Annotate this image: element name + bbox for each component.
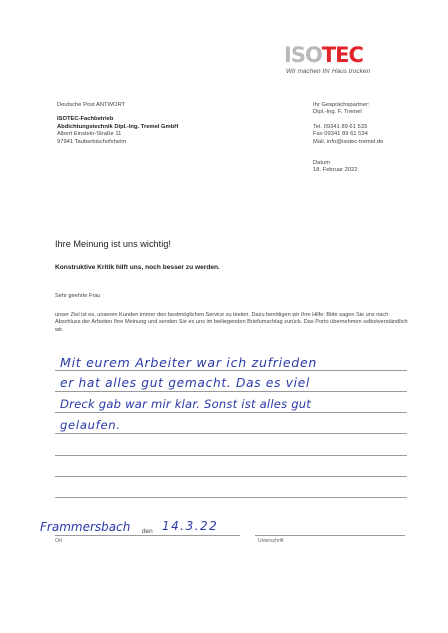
addressee-block	[57, 102, 178, 146]
logo-brand-right: TEC	[321, 43, 363, 67]
postal-service: Deutsche Post ANTWORT	[57, 102, 126, 108]
signature-label: Unterschrift	[258, 538, 284, 544]
writing-line	[55, 412, 407, 413]
writing-line	[55, 391, 407, 392]
addressee-line2: Abdichtungstechnik Dipl.-Ing. Tremel GmbH	[57, 123, 179, 130]
den-label: den	[142, 528, 153, 535]
handwritten-line-3: Dreck gab war mir klar. Sonst ist alles gut	[60, 397, 312, 411]
contact-fax: Fax 09341 89 61 534	[313, 131, 368, 138]
writing-line	[55, 433, 407, 434]
addressee-city: 97941 Tauberbischofsheim	[57, 138, 127, 145]
contact-mail: Mail. info@isotec-tremel.de	[313, 138, 384, 145]
letter-date: 18. Februar 2022	[313, 167, 358, 174]
handwritten-line-4: gelaufen.	[60, 418, 121, 432]
logo-slogan: Wir machen Ihr Haus trocken	[286, 68, 371, 75]
contact-name: Dipl.-Ing. F. Tremel	[313, 109, 362, 116]
writing-line	[55, 476, 407, 477]
addressee-street: Albert Einstein-Straße 11	[57, 131, 122, 138]
date-label: Datum	[313, 160, 331, 167]
writing-line	[55, 497, 407, 498]
writing-line	[55, 455, 407, 456]
contact-phone: Tel. 09341 89 61 533	[313, 123, 368, 130]
page-title: Ihre Meinung ist uns wichtig!	[55, 239, 171, 249]
addressee-line1: ISOTEC-Fachbetrieb	[57, 116, 114, 123]
subtitle: Konstruktive Kritik hilft uns, noch besser zu werden.	[55, 264, 220, 271]
contact-block	[313, 102, 383, 175]
logo-brand-left: ISO	[284, 43, 322, 67]
logo-wordmark	[284, 44, 363, 66]
contact-label: Ihr Gesprächspartner:	[313, 102, 370, 108]
intro-paragraph: unser Ziel ist es, unseren Kunden immer den bestmöglichen Service zu bieten. Dazu benötigen wir Ihre Hilfe: Bitte sagen Sie uns nach Abschluss der Arbeiten Ihre Meinung und senden Sie es uns im beiliegenden Briefumschlag zurück. Das Porto übernehmen selbstverständlich wir.	[55, 312, 408, 333]
writing-line	[55, 370, 407, 371]
handwritten-place: Frammersbach	[40, 520, 131, 534]
signature-line	[255, 535, 405, 536]
salutation: Sehr geehrte Frau	[55, 293, 101, 299]
handwritten-date: 14.3.22	[162, 519, 219, 533]
place-label: Ort	[55, 538, 62, 544]
handwritten-line-2: er hat alles gut gemacht. Das es viel	[60, 376, 311, 390]
isotec-logo	[284, 44, 404, 80]
handwritten-line-1: Mit eurem Arbeiter war ich zufrieden	[60, 355, 318, 370]
place-date-line	[55, 535, 240, 536]
